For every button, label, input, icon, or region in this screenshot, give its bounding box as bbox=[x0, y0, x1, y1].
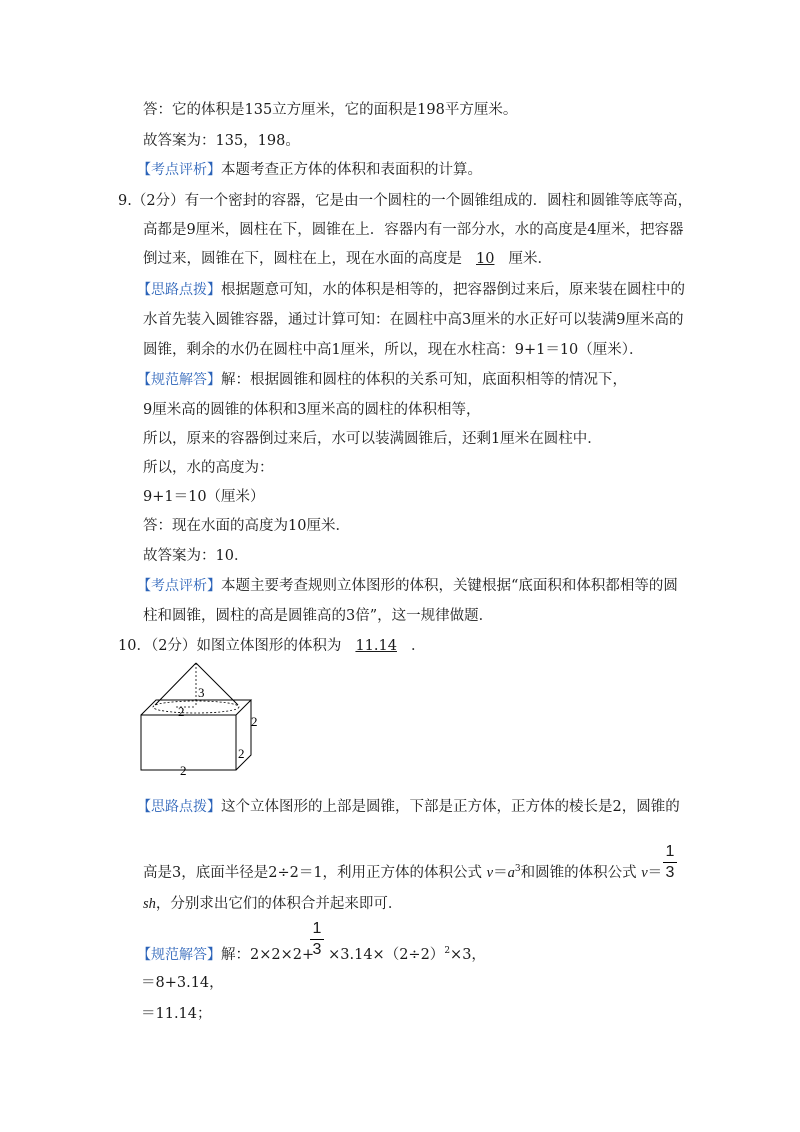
eq2: ＝ bbox=[647, 865, 663, 881]
q9-solution-line4: 所以，水的高度为： bbox=[143, 460, 274, 476]
frac-den: 3 bbox=[665, 864, 675, 881]
q10-score: （2分） bbox=[150, 638, 197, 654]
q10-solution-line3: ＝11.14； bbox=[141, 1006, 212, 1022]
label-cube-depth: 2 bbox=[238, 746, 245, 761]
q9-stem-line2: 高都是9厘米，圆柱在下，圆锥在上．容器内有一部分水，水的高度是4厘米，把容器 bbox=[143, 222, 684, 238]
var-sh: sh bbox=[143, 896, 156, 912]
q10-stem bbox=[118, 636, 425, 656]
q10-hint-line2 bbox=[143, 859, 662, 883]
q10-number: 10． bbox=[118, 638, 151, 654]
var-a: a bbox=[507, 865, 515, 881]
q9-hint-line1 bbox=[137, 280, 685, 300]
exp-3: 3 bbox=[514, 864, 521, 874]
frac-num: 1 bbox=[312, 920, 322, 937]
cube-front-face bbox=[141, 715, 236, 770]
tag-hint: 【思路点拨】 bbox=[137, 282, 221, 298]
q10-hint1: 这个立体图形的上部是圆锥，下部是正方体，正方体的棱长是2，圆锥的 bbox=[221, 799, 680, 815]
q10-hint2b: 和圆锥的体积公式 bbox=[520, 865, 637, 881]
frac-num: 1 bbox=[665, 843, 675, 860]
q9-hint-line3: 圆锥，剩余的水仍在圆柱中高1厘米，所以，现在水柱高：9+1＝10（厘米）． bbox=[143, 342, 644, 358]
answer-summary: 故答案为：135，198。 bbox=[143, 133, 300, 149]
q9-number: 9. bbox=[118, 193, 132, 209]
q9-analysis-line1 bbox=[137, 576, 678, 596]
q9-answer: 10 bbox=[476, 251, 495, 267]
q10-sol1b: ×3.14×（2÷2） bbox=[328, 947, 445, 963]
q9-score: （2分） bbox=[131, 193, 185, 209]
q9-hint-line2: 水首先装入圆锥容器，通过计算可知：在圆柱中高3厘米的水正好可以装满9厘米高的 bbox=[143, 312, 684, 328]
frac-bar bbox=[663, 862, 677, 863]
eq1: ＝ bbox=[493, 865, 508, 881]
fraction-one-third-1 bbox=[663, 844, 677, 881]
analysis-line bbox=[137, 160, 482, 180]
q9-solution-line1 bbox=[137, 370, 627, 390]
q10-answer: 11.14 bbox=[355, 638, 397, 654]
label-cube-width: 2 bbox=[180, 763, 187, 775]
var-v2: v bbox=[641, 865, 648, 881]
exp-2: 2 bbox=[444, 946, 451, 956]
q10-hint2a: 高是3，底面半径是2÷2＝1，利用正方体的体积公式 bbox=[143, 865, 483, 881]
q10-stem-pre: 如图立体图形的体积为 bbox=[196, 638, 342, 654]
q9-analysis-line2: 柱和圆锥，圆柱的高是圆锥高的3倍”，这一规律做题． bbox=[143, 608, 494, 624]
q10-stem-post: ． bbox=[410, 638, 426, 654]
analysis-text: 本题考查正方体的体积和表面积的计算。 bbox=[221, 162, 482, 178]
tag-solution: 【规范解答】 bbox=[137, 947, 221, 963]
q9-stem3-post: 厘米． bbox=[508, 251, 552, 267]
cone-left-side bbox=[155, 663, 196, 705]
q9-stem-line1 bbox=[118, 191, 692, 211]
answer-line: 答：它的体积是135立方厘米，它的面积是198平方厘米。 bbox=[143, 102, 518, 118]
q9-stem-line3 bbox=[143, 249, 552, 269]
q9-hint1: 根据题意可知，水的体积是相等的，把容器倒过来后，原来装在圆柱中的 bbox=[221, 282, 685, 298]
tag-solution: 【规范解答】 bbox=[137, 372, 221, 388]
q10-hint-line1 bbox=[137, 797, 680, 817]
frac-den: 3 bbox=[312, 941, 322, 958]
q10-hint3: ，分别求出它们的体积合并起来即可． bbox=[155, 896, 403, 912]
q9-analysis1: 本题主要考查规则立体图形的体积，关键根据“底面积和体积都相等的圆 bbox=[221, 578, 678, 594]
tag-analysis: 【考点评析】 bbox=[137, 578, 221, 594]
q9-solution-line6: 答：现在水面的高度为10厘米． bbox=[143, 518, 350, 534]
q9-solution-line3: 所以，原来的容器倒过来后，水可以装满圆锥后，还剩1厘米在圆柱中． bbox=[143, 431, 602, 447]
frac-bar bbox=[310, 939, 324, 940]
tag-hint: 【思路点拨】 bbox=[137, 799, 221, 815]
label-cone-height: 3 bbox=[198, 685, 205, 700]
cone-on-cube-figure bbox=[138, 660, 268, 775]
q9-sol1: 解：根据圆锥和圆柱的体积的关系可知，底面积相等的情况下， bbox=[221, 372, 627, 388]
q10-hint-line3 bbox=[143, 894, 402, 914]
q9-stem3-pre: 倒过来，圆锥在下，圆柱在上，现在水面的高度是 bbox=[143, 251, 462, 267]
label-cube-height: 2 bbox=[251, 714, 258, 729]
var-v1: v bbox=[486, 865, 494, 881]
label-base-diameter: 2 bbox=[178, 704, 185, 719]
q10-solution-line2: ＝8+3.14， bbox=[141, 975, 224, 991]
q9-solution-line2: 9厘米高的圆锥的体积和3厘米高的圆柱的体积相等， bbox=[143, 402, 481, 418]
q9-stem1: 有一个密封的容器，它是由一个圆柱的一个圆锥组成的．圆柱和圆锥等底等高， bbox=[184, 193, 693, 209]
q9-solution-line7: 故答案为：10． bbox=[143, 548, 249, 564]
q10-sol1c: ×3， bbox=[450, 947, 486, 963]
fraction-one-third-2 bbox=[310, 921, 324, 958]
tag-analysis: 【考点评析】 bbox=[137, 162, 221, 178]
q9-solution-line5: 9+1＝10（厘米） bbox=[143, 489, 265, 505]
q10-sol1a: 解：2×2×2+ bbox=[221, 947, 315, 963]
